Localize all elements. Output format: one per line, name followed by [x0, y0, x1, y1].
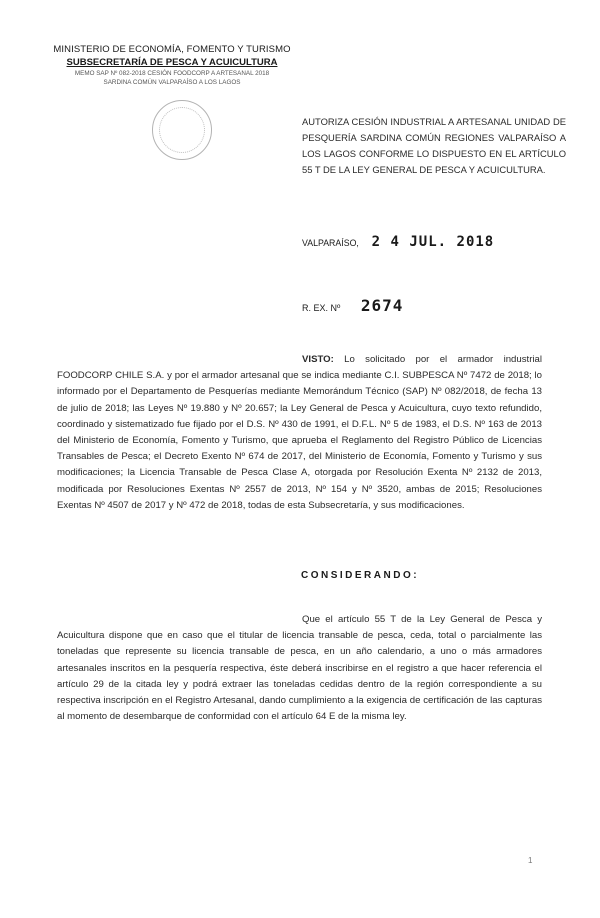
- letterhead: [42, 44, 302, 86]
- date-place: VALPARAÍSO,: [302, 238, 359, 248]
- date-value: 2 4 JUL. 2018: [371, 234, 495, 250]
- visto-lead: VISTO:: [302, 354, 334, 365]
- visto-text: Lo solicitado por el armador industrial FOODCORP CHILE S.A. y por el armador artesanal que se indica mediante C.I. SUBPESCA Nº 7472 de 2018; lo informado por el Departamento de Pesquerías mediante Memorándum Técnico (SAP) Nº 082/2018, de fecha 13 de julio de 2018; las Leyes Nº 19.880 y Nº 20.657; la Ley General de Pesca y Acuicultura, cuyo texto refundido, coordinado y sistematizado fue fijado por el D.S. Nº 430 de 1991, el D.F.L. Nº 5 de 1983, el D.S. Nº 163 de 2013 del Ministerio de Economía, Fomento y Turismo, que aprueba el Reglamento del Registro Público de Licencias Transables de Pesca; el Decreto Exento Nº 674 de 2017, del Ministerio de Economía, Fomento y Turismo y sus modificaciones; la Licencia Transable de Pesca Clase A, otorgada por Resolución Exenta Nº 2132 de 2013, modificada por Resoluciones Exentas Nº 2557 de 2013, Nº 154 y Nº 3520, ambas de 2015; Resoluciones Exentas Nº 4507 de 2017 y Nº 472 de 2018, todas de esta Subsecretaría, y sus modificaciones.: [57, 354, 542, 511]
- considerando-paragraph: Que el artículo 55 T de la Ley General de Pesca y Acuicultura dispone que en caso que el titular de licencia transable de pesca, ceda, total o parcialmente las toneladas que represente su licencia transable de pesca, en un año calendario, a uno o más armadores artesanales inscritos en la pesquería respectiva, éste deberá inscribirse en el registro a que hacer referencia el artículo 29 de la citada ley y podrá extraer las toneladas cedidas dentro de la región correspondiente a su respectiva inscripción en el Registro Artesanal, dando cumplimiento a la exigencia de certificación de las capturas al momento de desembarque de conformidad con el artículo 64 E de la misma ley.: [57, 614, 542, 723]
- reference-line-2: SARDINA COMÚN VALPARAÍSO A LOS LAGOS: [103, 79, 241, 86]
- reference-line-1: MEMO SAP Nº 082-2018 CESIÓN FOODCORP A ARTESANAL 2018: [74, 70, 270, 77]
- resolution-number-line: [302, 296, 403, 315]
- official-stamp: [152, 100, 212, 160]
- resolution-number: 2674: [360, 296, 404, 315]
- resolution-title: AUTORIZA CESIÓN INDUSTRIAL A ARTESANAL UNIDAD DE PESQUERÍA SARDINA COMÚN REGIONES VALPARAÍSO A LOS LAGOS CONFORME LO DISPUESTO EN EL ARTÍCULO 55 T DE LA LEY GENERAL DE PESCA Y ACUICULTURA.: [302, 116, 566, 175]
- ministry-name: MINISTERIO DE ECONOMÍA, FOMENTO Y TURISMO: [53, 44, 291, 55]
- visto-paragraph: [57, 352, 542, 514]
- date-line: [302, 234, 494, 250]
- considerando-heading: CONSIDERANDO:: [301, 570, 420, 581]
- page-mark: 1: [528, 856, 533, 865]
- subsecretaria-name: SUBSECRETARÍA DE PESCA Y ACUICULTURA: [66, 57, 278, 68]
- resolution-label: R. EX. Nº: [302, 303, 341, 313]
